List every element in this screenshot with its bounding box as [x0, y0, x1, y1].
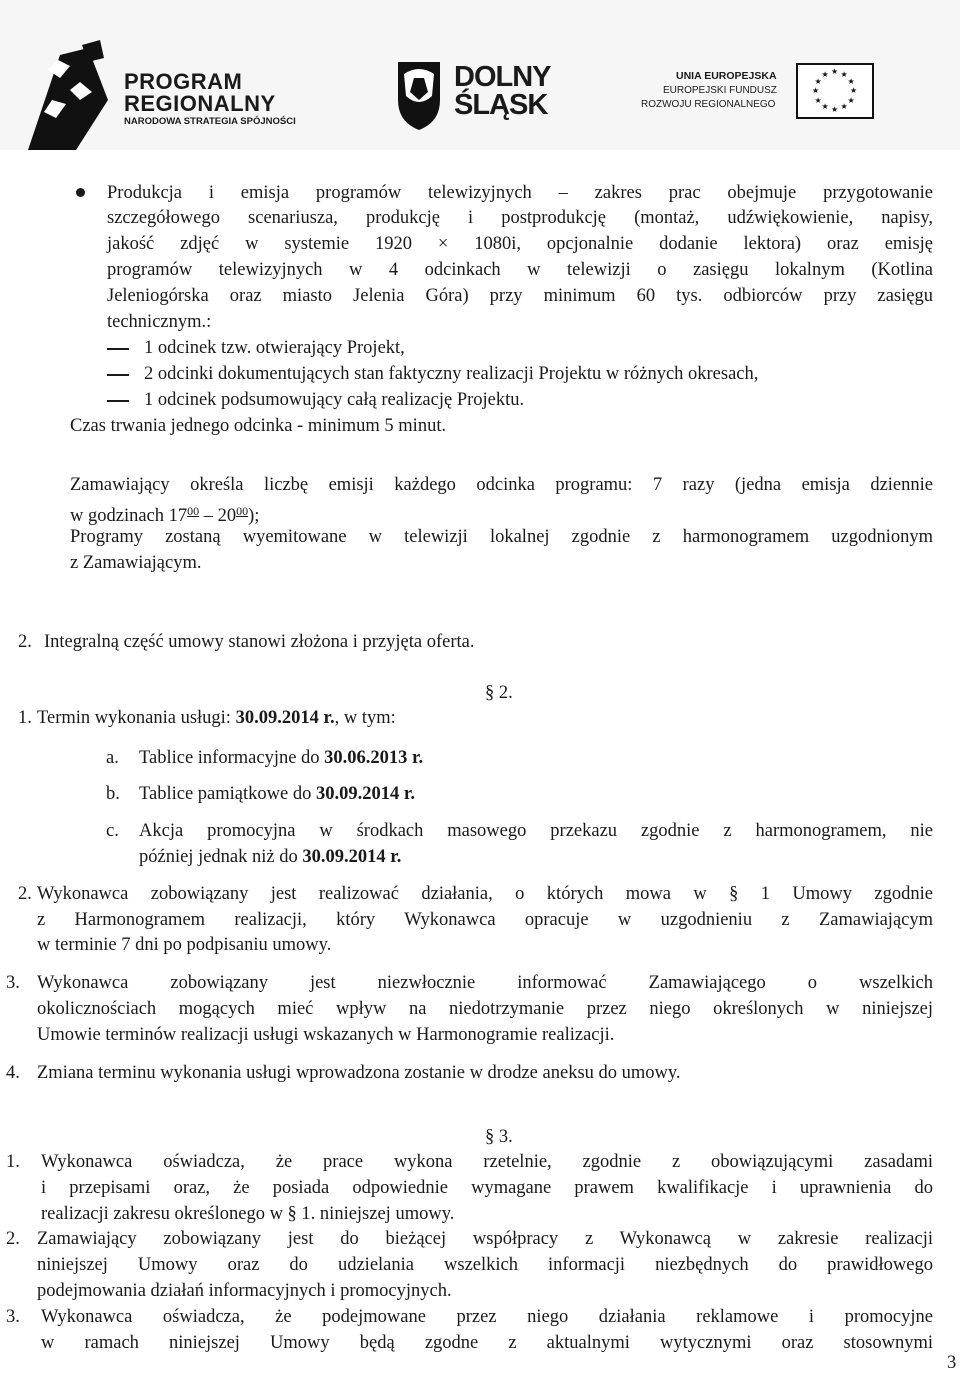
page-header: [0, 0, 960, 150]
emission-line: Programy zostaną wyemitowane w telewizji lokalnej zgodnie z harmonogramem uzgodnionym: [70, 527, 933, 547]
paragraph-text: Zamawiający zobowiązany jest do bieżącej współpracy z Wykonawcą w zakresie realizacji: [37, 1229, 933, 1249]
eu-star-icon: ★: [821, 69, 829, 79]
subitem-text: Tablice informacyjne do 30.06.2013 r.: [139, 748, 424, 768]
paragraph-number: 3.: [6, 1307, 20, 1327]
paragraph-text: realizacji zakresu określonego w § 1. niniejszej umowy.: [41, 1204, 455, 1224]
paragraph-text: Zmiana terminu wykonania usługi wprowadzona zostanie w drodze aneksu do umowy.: [37, 1063, 681, 1083]
dash-icon: [107, 348, 129, 350]
paragraph-number: 2.: [18, 884, 32, 904]
eu-star-icon: ★: [840, 69, 848, 79]
paragraph-text: i przepisami oraz, że posiada odpowiednie wymagane prawem kwalifikacje i uprawnienia do: [41, 1178, 933, 1198]
program-logo-line2: REGIONALNY: [124, 91, 276, 116]
bullet-line: technicznym.:: [107, 312, 212, 332]
paragraph-text: w terminie 7 dni po podpisaniu umowy.: [37, 935, 332, 955]
eu-star-icon: ★: [847, 76, 855, 86]
paragraph-text: z Harmonogramem realizacji, który Wykonawca opracuje w uzgodnieniu z Zamawiającym: [37, 910, 933, 930]
paragraph-text: Termin wykonania usługi: 30.09.2014 r., w tym:: [37, 708, 396, 728]
paragraph-text: Wykonawca zobowiązany jest realizować działania, o których mowa w § 1 Umowy zgodnie: [37, 884, 933, 904]
eu-line1: UNIA EUROPEJSKA: [676, 70, 777, 82]
dash-icon: [107, 400, 129, 402]
offer-number: 2.: [18, 632, 32, 652]
subitem-text: Akcja promocyjna w środkach masowego przekazu zgodnie z harmonogramem, nie: [139, 821, 933, 841]
section-heading: § 3.: [485, 1127, 513, 1147]
eu-line3: ROZWOJU REGIONALNEGO: [641, 99, 776, 110]
duration-text: Czas trwania jednego odcinka - minimum 5 minut.: [70, 416, 447, 436]
subitem-label: b.: [106, 784, 120, 804]
subitem-label: a.: [106, 748, 119, 768]
dash-item: 1 odcinek podsumowujący całą realizację Projektu.: [144, 390, 525, 410]
eu-star-icon: ★: [812, 86, 820, 95]
region-logo-line2: ŚLĄSK: [454, 89, 548, 121]
dash-item: 2 odcinki dokumentujących stan faktyczny realizacji Projektu w różnych okresach,: [144, 364, 759, 384]
eu-star-icon: ★: [814, 76, 822, 86]
subitem-label: c.: [106, 821, 119, 841]
dash-icon: [107, 374, 129, 376]
dash-item: 1 odcinek tzw. otwierający Projekt,: [144, 338, 405, 358]
eu-star-icon: ★: [831, 67, 839, 76]
dolny-slask-crest: [398, 62, 440, 130]
paragraph-text: Umowie terminów realizacji usługi wskazanych w Harmonogramie realizacji.: [37, 1025, 615, 1045]
bullet-line: Produkcja i emisja programów telewizyjnych – zakres prac obejmuje przygotowanie: [107, 183, 933, 203]
eu-star-icon: ★: [840, 102, 848, 112]
paragraph-text: niniejszej Umowy oraz do udzielania wszelkich informacji niezbędnych do prawidłowego: [37, 1255, 933, 1275]
paragraph-number: 2.: [6, 1229, 20, 1249]
paragraph-text: podejmowania działań informacyjnych i promocyjnych.: [37, 1281, 452, 1301]
program-logo-line1: PROGRAM: [124, 69, 243, 94]
bullet-line: Jeleniogórska oraz miasto Jelenia Góra) przy minimum 60 tys. odbiorców przy zasięgu: [107, 286, 933, 306]
paragraph-number: 1.: [6, 1152, 20, 1172]
paragraph-text: Wykonawca zobowiązany jest niezwłocznie informować Zamawiającego o wszelkich: [37, 973, 933, 993]
eu-line2: EUROPEJSKI FUNDUSZ: [663, 85, 777, 96]
paragraph-number: 1.: [18, 708, 32, 728]
eu-star-icon: ★: [847, 95, 855, 105]
eu-star-icon: ★: [814, 95, 822, 105]
eu-star-icon: ★: [831, 105, 839, 114]
page-number: 3: [947, 1353, 957, 1373]
region-logo-line1: DOLNY: [454, 61, 551, 93]
program-logo-line3: NARODOWA STRATEGIA SPÓJNOŚCI: [124, 116, 296, 127]
paragraph-number: 3.: [6, 973, 20, 993]
emission-line: z Zamawiającym.: [70, 553, 202, 573]
bullet-line: szczegółowego scenariusza, produkcję i postprodukcję (montaż, udźwiękowienie, napisy,: [107, 208, 933, 228]
eu-star-icon: ★: [821, 102, 829, 112]
bullet-icon: [76, 188, 85, 197]
bullet-line: programów telewizyjnych w 4 odcinkach w telewizji o zasięgu lokalnym (Kotlina: [107, 260, 933, 280]
bullet-line: jakość zdjęć w systemie 1920 × 1080i, opcjonalnie dodanie lektora) oraz emisję: [107, 234, 933, 254]
section-heading: § 2.: [485, 683, 513, 703]
emission-line: Zamawiający określa liczbę emisji każdego odcinka programu: 7 razy (jedna emisja dziennie: [70, 475, 933, 495]
subitem-text: później jednak niż do 30.09.2014 r.: [139, 847, 402, 867]
paragraph-number: 4.: [6, 1063, 20, 1083]
subitem-text: Tablice pamiątkowe do 30.09.2014 r.: [139, 784, 415, 804]
paragraph-text: Wykonawca oświadcza, że prace wykona rzetelnie, zgodnie z obowiązującymi zasadami: [41, 1152, 933, 1172]
paragraph-text: okolicznościach mogących mieć wpływ na niedotrzymanie przez niego określonych w niniejszej: [37, 999, 933, 1019]
emission-line: w godzinach $17^{00} - 20^{00}$);: [70, 504, 260, 526]
paragraph-text: w ramach niniejszej Umowy będą zgodne z aktualnymi wytycznymi oraz stosownymi: [41, 1333, 933, 1353]
paragraph-text: Wykonawca oświadcza, że podejmowane przez niego działania reklamowe i promocyjne: [41, 1307, 933, 1327]
offer-text: Integralną część umowy stanowi złożona i przyjęta oferta.: [44, 632, 475, 652]
eu-star-icon: ★: [850, 86, 858, 95]
